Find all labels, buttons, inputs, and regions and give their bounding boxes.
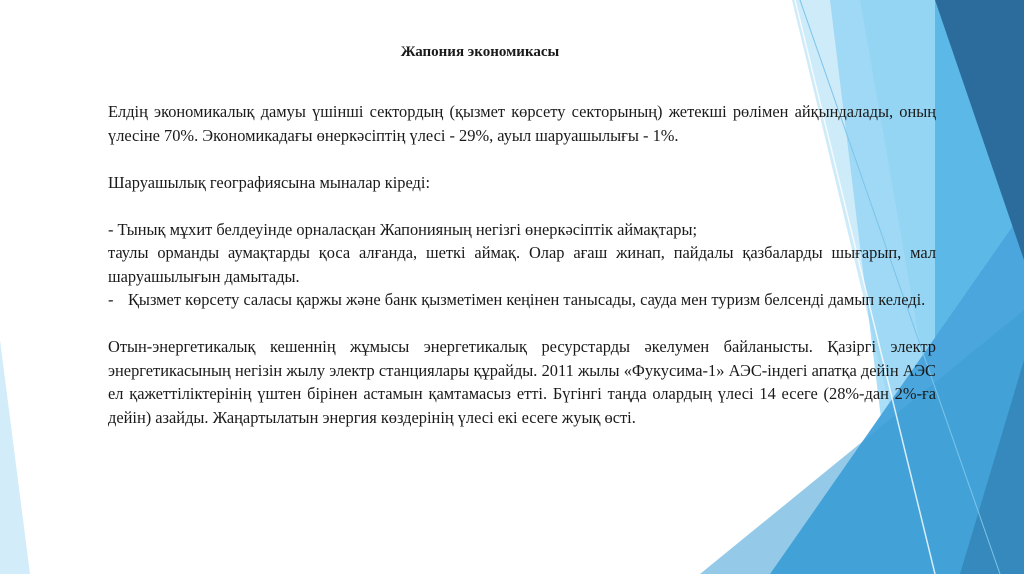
spacer [108, 194, 936, 218]
list-bullet-dash: - [108, 290, 114, 309]
paragraph-industrial-regions: - Тынық мұхит белдеуінде орналасқан Жапонияның негізгі өнеркәсіптік аймақтары; [108, 219, 698, 239]
spacer [108, 147, 936, 171]
paragraph-energy: Отын-энергетикалық кешеннің жұмысы энергетикалық ресурстарды әкелумен байланысты. Қазіргі электр энергетикасының негізін жылу электр станциялары құрайды. 2011 жылы «Фукусима-1» АЭС-індегі апатқа дейін АЭС ел қажеттіліктерінің үштен бірінен астамын қамтамасыз етті. Бүгінгі таңда олардың үлесі 14 есеге (28%-дан 2%-ға дейін) азайды. Жаңартылатын энергия көздерінің үлесі екі есеге жуық өсті. [108, 337, 936, 427]
paragraph-services: Қызмет көрсету саласы қаржы және банк қызметімен кеңінен танысады, сауда мен туризм белсенді дамып келеді. [128, 290, 926, 309]
paragraph-economy-structure: Елдің экономикалық дамуы үшінші сектордың (қызмет көрсету секторының) жетекші рөлімен айқындалады, оның үлесіне 70%. Экономикадағы өнеркәсіптің үлесі - 29%, ауыл шаруашылығы - 1%. [108, 102, 936, 145]
slide-body [108, 100, 936, 429]
paragraph-peripheral-zone: таулы орманды аумақтарды қоса алғанда, шеткі аймақ. Олар ағаш жинап, пайдалы қазбаларды шығарып, мал шаруашылығын дамытады. [108, 243, 936, 286]
list-item-services [108, 288, 936, 312]
slide-title: Жапония экономикасы [400, 44, 560, 60]
spacer [108, 312, 936, 336]
left-accent-shape [0, 340, 30, 574]
paragraph-geography-intro: Шаруашылық географиясына мыналар кіреді: [108, 172, 431, 192]
